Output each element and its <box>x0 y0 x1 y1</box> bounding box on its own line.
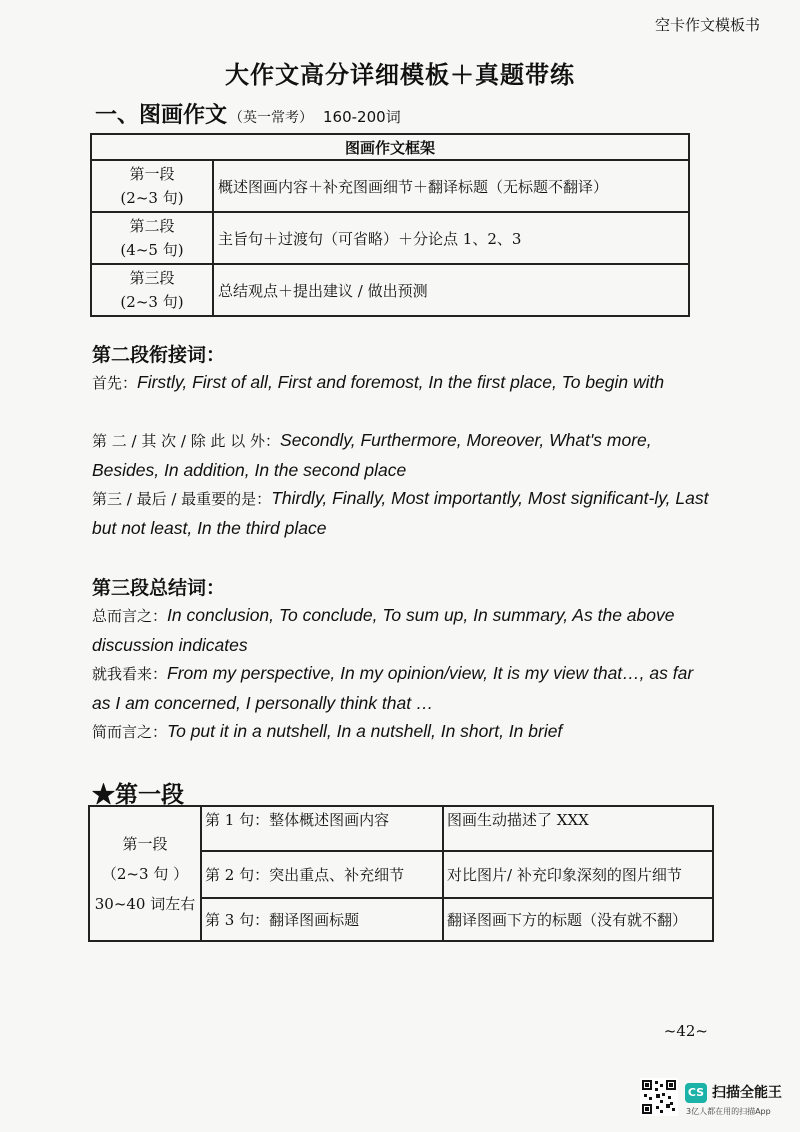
qr-code-icon <box>640 1078 678 1116</box>
segment-name: 第二段 <box>129 217 175 235</box>
segment-cell <box>91 264 213 316</box>
para3-line-3 <box>92 717 712 747</box>
line-label: 简而言之： <box>92 723 168 741</box>
line-phrases: Secondly, Furthermore, Moreover, What's more, Besides, In addition, In the second place <box>92 430 652 480</box>
line-phrases: To put it in a nutshell, In a nutshell, In short, In brief <box>167 721 563 741</box>
watermark-slogan: 3亿人都在用的扫描App <box>686 1107 771 1116</box>
line-label: 就我看来： <box>92 665 168 683</box>
framework-table <box>90 133 690 317</box>
page-number: ~42~ <box>663 1022 708 1040</box>
para3-line-1 <box>92 601 712 660</box>
line-label: 第三 / 最后 / 最重要的是： <box>92 490 272 508</box>
word-range: 160-200词 <box>323 108 401 126</box>
para3-line-2 <box>92 659 712 718</box>
section-title <box>95 98 401 129</box>
para2-line-1 <box>92 368 712 398</box>
framework-caption: 图画作文框架 <box>91 134 689 160</box>
sentence-cell: 第 2 句：突出重点、补充细节 <box>201 851 443 898</box>
line-label: 首先： <box>92 374 138 392</box>
watermark-name: 扫描全能王 <box>712 1085 782 1101</box>
para2-heading: 第二段衔接词： <box>92 344 226 366</box>
content-cell: 翻译图画下方的标题（没有就不翻） <box>443 898 713 941</box>
para2-line-2 <box>92 426 712 485</box>
first-para-label <box>89 806 201 941</box>
para2-line-3 <box>92 484 712 543</box>
content-cell: 图画生动描述了 XXX <box>443 806 713 851</box>
line-label: 第 二 / 其 次 / 除 此 以 外： <box>92 432 281 450</box>
table-row <box>89 806 713 851</box>
segment-cell <box>91 160 213 212</box>
segment-name: 第三段 <box>129 269 175 287</box>
segment-name: 第一段 <box>129 165 175 183</box>
book-title: 空卡作文模板书 <box>654 16 760 34</box>
section-subtitle: （英一常考） <box>229 110 314 126</box>
table-row <box>91 212 689 264</box>
camscanner-logo-icon: CS <box>685 1083 707 1103</box>
line-phrases: Thirdly, Finally, Most importantly, Most significant-ly, Last but not least, In the third place <box>92 488 709 538</box>
segment-count: (2~3 句) <box>120 293 184 311</box>
page-title: 大作文高分详细模板＋真题带练 <box>225 60 575 89</box>
line-phrases: Firstly, First of all, First and foremost, In the first place, To begin with <box>137 372 665 392</box>
line-phrases: In conclusion, To conclude, To sum up, In summary, As the above discussion indicates <box>92 605 675 655</box>
line-phrases: From my perspective, In my opinion/view, It is my view that…, as far as I am concerned, I personally think that … <box>92 663 694 713</box>
segment-count: (4~5 句) <box>120 241 184 259</box>
segment-desc: 概述图画内容＋补充图画细节＋翻译标题（无标题不翻译） <box>213 160 689 212</box>
content-cell: 对比图片/ 补充印象深刻的图片细节 <box>443 851 713 898</box>
segment-words: 30~40 词左右 <box>94 894 196 913</box>
para3-heading: 第三段总结词： <box>92 577 226 599</box>
segment-desc: 总结观点＋提出建议 / 做出预测 <box>213 264 689 316</box>
first-para-table <box>88 805 714 942</box>
segment-name: 第一段 <box>122 834 168 853</box>
table-row <box>91 264 689 316</box>
segment-count: （2~3 句 ） <box>101 864 189 883</box>
sentence-cell: 第 1 句：整体概述图画内容 <box>201 806 443 851</box>
section-title-text: 一、图画作文 <box>95 102 228 128</box>
segment-desc: 主旨句＋过渡句（可省略）＋分论点 1、2、3 <box>213 212 689 264</box>
line-label: 总而言之： <box>92 607 168 625</box>
first-para-heading: ★第一段 <box>92 781 184 808</box>
segment-count: (2~3 句) <box>120 189 184 207</box>
table-row <box>91 160 689 212</box>
sentence-cell: 第 3 句：翻译图画标题 <box>201 898 443 941</box>
segment-cell <box>91 212 213 264</box>
